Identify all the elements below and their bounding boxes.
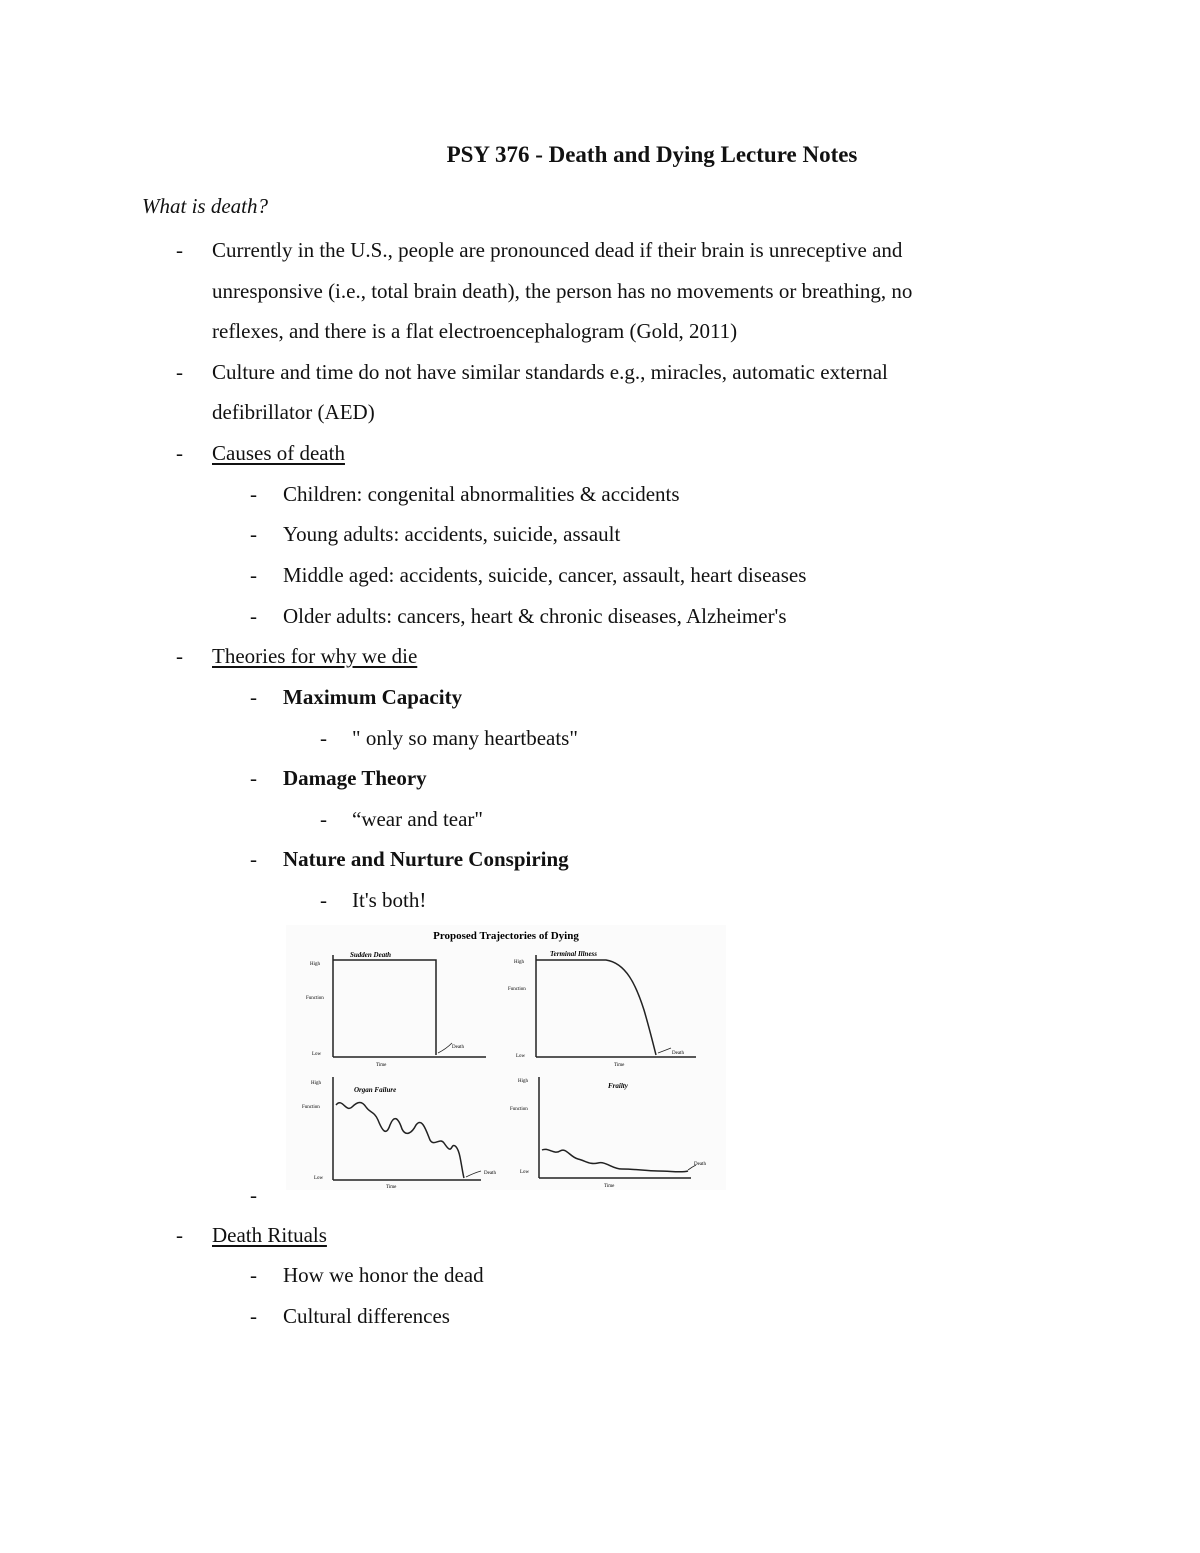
trajectories-svg [286,925,726,1190]
theory-name: Maximum Capacity [283,685,463,709]
bullet-dash: - [176,238,183,262]
theory-detail: " only so many heartbeats" [352,726,578,750]
panel-terminal-illness [508,950,696,1068]
theory-name: Nature and Nurture Conspiring [283,847,569,871]
sub-bullet-dash: - [250,604,257,628]
causes-heading: Causes of death [212,441,345,465]
bullet-text: Culture and time do not have similar standards e.g., miracles, automatic external [212,360,888,384]
figure-title: Proposed Trajectories of Dying [433,930,579,942]
trajectories-figure [286,925,726,1190]
cause-item: Older adults: cancers, heart & chronic diseases, Alzheimer's [283,604,787,628]
sub-bullet-dash: - [250,482,257,506]
bullet-text: Currently in the U.S., people are pronounced dead if their brain is unreceptive and [212,238,903,262]
sub-bullet-dash: - [250,1263,257,1287]
end-label: Death [694,1162,706,1167]
theories-heading: Theories for why we die [212,644,418,668]
bullet-dash: - [176,644,183,668]
y-mid-label: Function [508,987,526,992]
y-low-label: Low [516,1054,526,1059]
panel-frailty [510,1077,706,1189]
sub-bullet-dash: - [250,685,257,709]
y-mid-label: Function [510,1107,528,1112]
bullet-dash: - [176,441,183,465]
sub-bullet-dash: - [250,522,257,546]
sub-bullet-dash: - [250,1183,257,1207]
sub-sub-bullet-dash: - [320,726,327,750]
y-low-label: Low [520,1170,530,1175]
cause-item: Middle aged: accidents, suicide, cancer, assault, heart diseases [283,563,807,587]
x-axis-label: Time [386,1185,397,1190]
panel-title: Sudden Death [350,951,392,959]
panel-title: Organ Failure [354,1086,397,1094]
panel-title: Frailty [608,1082,628,1090]
end-label: Death [672,1051,684,1056]
end-label: Death [484,1171,496,1176]
sub-bullet-dash: - [250,847,257,871]
y-high-label: High [311,1081,321,1086]
y-mid-label: Function [306,996,324,1001]
y-high-label: High [518,1079,528,1084]
sub-sub-bullet-dash: - [320,888,327,912]
panel-sudden-death [306,951,486,1068]
theory-detail: It's both! [352,888,427,912]
x-axis-label: Time [604,1184,615,1189]
x-axis-label: Time [376,1063,387,1068]
bullet-text: defibrillator (AED) [212,400,375,424]
y-mid-label: Function [302,1105,320,1110]
ritual-item: How we honor the dead [283,1263,484,1287]
theory-detail: “wear and tear" [352,807,483,831]
cause-item: Children: congenital abnormalities & accidents [283,482,680,506]
ritual-item: Cultural differences [283,1304,450,1328]
end-label: Death [452,1045,464,1050]
sub-bullet-dash: - [250,766,257,790]
bullet-text: unresponsive (i.e., total brain death), the person has no movements or breathing, no [212,279,913,303]
cause-item: Young adults: accidents, suicide, assault [283,522,621,546]
y-high-label: High [310,962,320,967]
sub-bullet-dash: - [250,1304,257,1328]
y-low-label: Low [312,1052,322,1057]
sub-bullet-dash: - [250,563,257,587]
bullet-text: reflexes, and there is a flat electroencephalogram (Gold, 2011) [212,319,738,343]
rituals-heading: Death Rituals [212,1223,327,1247]
bullet-dash: - [176,1223,183,1247]
sub-sub-bullet-dash: - [320,807,327,831]
y-low-label: Low [314,1176,324,1181]
panel-organ-failure [302,1077,496,1190]
x-axis-label: Time [614,1063,625,1068]
y-high-label: High [514,960,524,965]
panel-title: Terminal Illness [550,950,598,958]
section-heading: What is death? [142,194,268,218]
theory-name: Damage Theory [283,766,427,790]
bullet-dash: - [176,360,183,384]
page-title: PSY 376 - Death and Dying Lecture Notes [446,142,858,167]
